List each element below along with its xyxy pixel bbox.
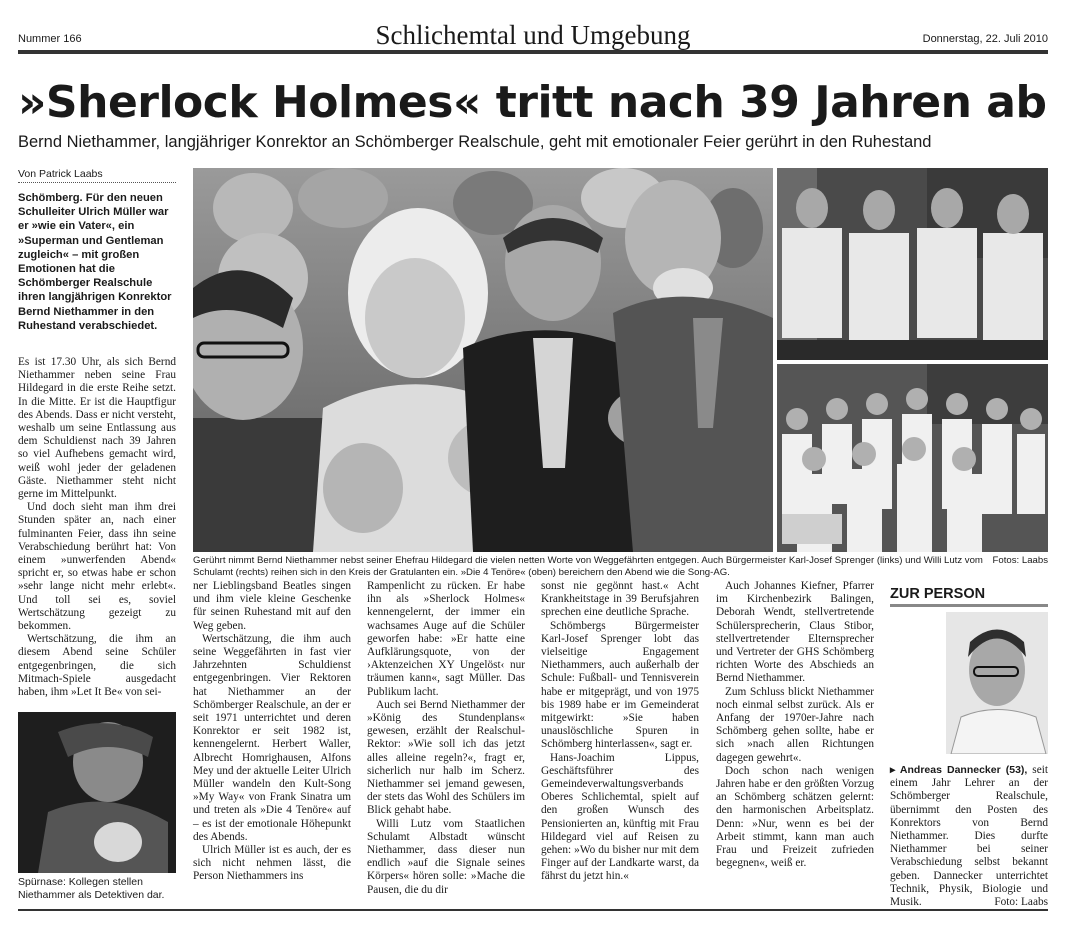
detective-photo — [18, 712, 176, 873]
lead-paragraph: Schömberg. Für den neuen Schulleiter Ulrich Müller war er »wie ein Vater«, ein »Superman und Gentleman zugleich« – mit großen Emotionen hat die Schömberger Realschule ihren langjährigen Konrektor Bernd Niethammer in den Ruhestand verabschiedet. — [18, 192, 172, 332]
paragraph: Schömbergs Bürgermeister Karl-Josef Sprenger lobt das vielseitige Engagement Niethammers, auch außerhalb der Schule: Fußball- und Tennisverein habe er mitgeprägt, und von 1975 bis 1989 habe er im Gemeinderat mitgewirkt: »Sie haben unauslöschliche Spuren in Schömberg hinterlassen«, sagt er. — [541, 619, 699, 751]
issue-number: Nummer 166 — [18, 33, 82, 45]
paragraph: Wertschätzung, die ihm auch seine Weggefährten in fast vier Jahrzehnten Schuldienst entgegenbringen. Vier Rektoren hat Niethammer an der Schömberger Realschule, an der er seit 1971 unterrichtet und deren Konrektor er seit 1982 ist, kennengelernt. Herbert Waller, Albrecht Homrighausen, Alfons Mey und der aktuelle Leiter Ulrich Müller wandeln den Kult-Song »My Way« von Frank Sinatra um und treten als »Die 4 Tenöre« auf – es ist der emotionale Höhepunkt des Abends. — [193, 632, 351, 843]
paragraph: Es ist 17.30 Uhr, als sich Bernd Niethammer neben seine Frau Hildegard in die erste Reihe setzt. In die Mitte. Er ist die Hauptfigur des Abends. Dass er nicht versteht, weshalb um seine Entlassung aus dem Schuldienst nach 39 Jahren so viel Aufhebens gemacht wird, weiß wohl jeder der geladenen Gäste. Niethammer steht nicht gerne im Mittelpunkt. — [18, 356, 176, 501]
headline: »Sherlock Holmes« tritt nach 39 Jahren ab — [18, 77, 1047, 128]
column-3 — [367, 580, 525, 897]
song-ag-photo — [777, 364, 1048, 552]
tenors-photo — [777, 168, 1048, 360]
column-2 — [193, 580, 351, 884]
sidebar-bio — [890, 764, 1048, 909]
sidebar-title: ZUR PERSON — [890, 586, 1048, 607]
paragraph: Rampenlicht zu rücken. Er habe ihn als »Sherlock Holmes« kennengelernt, der immer ein wachsames Auge auf die Schüler geworfen habe: »Er hatte eine Aufklärungsquote, von der ›Aktenzeichen XY Ungelöst‹ nur träumen kann«, sagt Müller. Das Publikum lacht. — [367, 580, 525, 698]
issue-date: Donnerstag, 22. Juli 2010 — [922, 33, 1048, 45]
paragraph: Ulrich Müller ist es auch, der es sich nicht nehmen lässt, die Person Niethammers ins — [193, 844, 351, 883]
paragraph: Wertschätzung, die ihm an diesem Abend seine Schüler entgegenbringen, die sich Mitmach-Spiele ausgedacht haben, ihm »Let It Be« von sei- — [18, 633, 176, 699]
detective-caption: Spürnase: Kollegen stellen Niethammer als Detektiven dar. — [18, 876, 165, 901]
paragraph: Willi Lutz vom Staatlichen Schulamt Albstadt wünscht Niethammer, dass dieser nun endlich »auf die Signale seines Körpers« hören solle: »Mache die Pausen, die du dir — [367, 817, 525, 896]
paragraph: Doch schon nach wenigen Jahren habe er den größten Vorzug an Schömberg schätzen gelernt: den harmonischen Arbeitsplatz. Denn: »Nur, wenn es bei der Arbeit stimmt, kann man auch Frau und Freizeit zufrieden begegnen«, weiß er. — [716, 764, 874, 870]
paragraph: Auch Johannes Kiefner, Pfarrer im Kirchenbezirk Balingen, Deborah Wendt, stellvertretende Schülersprecherin, Claus Stibor, stellvertretender Elternsprecher und Vertreter der GHS Schömberg richten Worte des Abschieds an Bernd Niethammer. — [716, 580, 874, 685]
column-1 — [18, 356, 176, 699]
header-rule — [18, 50, 1048, 54]
paragraph: Zum Schluss blickt Niethammer noch einmal selbst zurück. Als er Anfang der 1970er-Jahre nach Schömberg gehen sollte, habe er sich »nach allen Richtungen dagegen gewehrt«. — [716, 685, 874, 764]
paragraph: Und doch sieht man ihm drei Stunden später an, nach einer fulminanten Feier, dass ihn seine Verabschiedung berührt hat: Von einem »unwerfenden Abend« spricht er, so etwas habe er schon »sehr lange nicht mehr erlebt«. Und toll sei es, soviel Wertschätzung gezeigt zu bekommen. — [18, 501, 176, 633]
paragraph: ner Lieblingsband Beatles singen und ihm viele kleine Geschenke für seinen Ruhestand mit auf den Weg geben. — [193, 580, 351, 632]
paragraph: Auch sei Bernd Niethammer der »König des Stundenplans« gewesen, erzählt der Realschul-Rektor: »Wie soll ich das jetzt alles alleine regeln?«, fragt er, sicherlich nur halb im Scherz. Niethammer sei jemand gewesen, der stets das Wohl des Schülers im Blick gehabt habe. — [367, 698, 525, 817]
column-4 — [541, 580, 699, 884]
subheadline: Bernd Niethammer, langjähriger Konrektor an Schömberger Realschule, geht mit emotionaler Feier gerührt in den Ruhestand — [18, 133, 932, 151]
portrait-credit: Foto: Laabs — [994, 896, 1048, 909]
column-5 — [716, 580, 874, 870]
byline: Von Patrick Laabs — [18, 168, 176, 183]
section-title: Schlichemtal und Umgebung — [375, 20, 691, 50]
person-name: ▸ Andreas Dannecker (53), — [890, 764, 1028, 776]
photo-credit: Fotos: Laabs — [992, 555, 1048, 566]
caption-text: Gerührt nimmt Bernd Niethammer nebst seiner Ehefrau Hildegard die vielen netten Worte von Weggefährten entgegen. Auch Bürgermeister Karl-Josef Sprenger (links) und Willi Lutz vom Schulamt (rechts) reihen sich in den Kreis der Gratulanten ein. »Die 4 Tenöre« (oben) bereichern den Abend wie die Song-AG. — [193, 555, 983, 578]
bio-text: seit einem Jahr Lehrer an der Schömberger Realschule, übernimmt den Posten des Konrektors von Bernd Niethammer. Dies durfte Niethammer bei seiner Verabschiedung selbst bekannt geben. Dannecker unterrichtet Technik, Physik, Biologie und Musik. — [890, 764, 1048, 909]
main-photo — [193, 168, 773, 552]
footer-rule — [18, 909, 1048, 911]
main-photo-caption — [193, 555, 1048, 579]
page-header — [18, 18, 1048, 54]
portrait-photo — [946, 612, 1048, 754]
paragraph: Hans-Joachim Lippus, Geschäftsführer des Gemeindeverwaltungsverbands Oberes Schlichemtal, spielt auf den großen Wunsch des Pensionierten an, künftig mit Frau Hildegard viel auf Reisen zu gehen: »Wo du bisher nur mit dem Finger auf der Landkarte warst, da fährst du jetzt hin.« — [541, 751, 699, 883]
paragraph: sonst nie gegönnt hast.« Acht Krankheitstage in 39 Berufsjahren sprechen eine deutliche Sprache. — [541, 580, 699, 619]
